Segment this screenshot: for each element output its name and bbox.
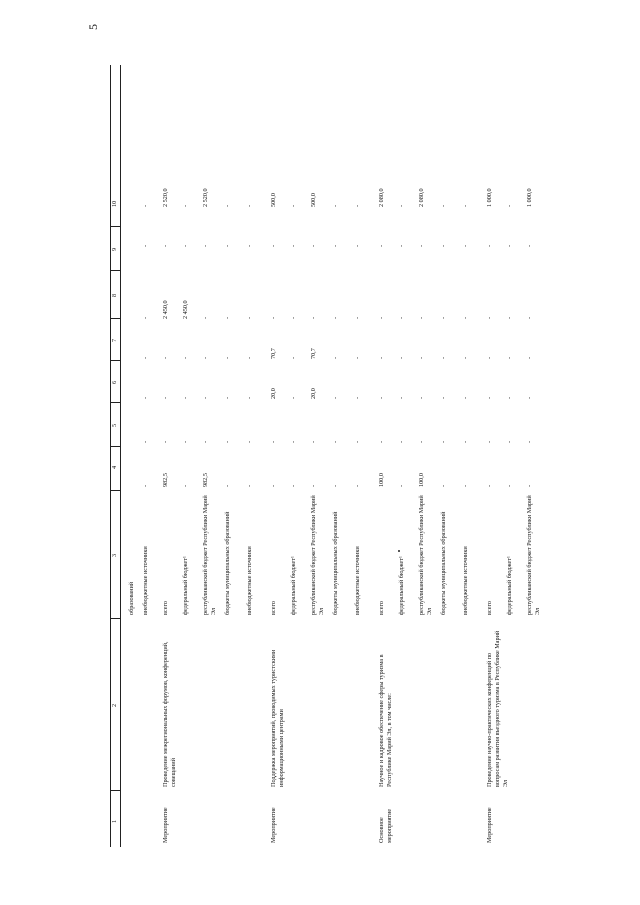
value-cell: - bbox=[142, 356, 149, 359]
value-cell: - bbox=[526, 244, 533, 247]
value-cell: 70,7 bbox=[310, 348, 317, 359]
value-cell: - bbox=[162, 356, 169, 359]
value-cell: 2 520,0 bbox=[162, 188, 169, 207]
value-cell: - bbox=[290, 244, 297, 247]
value-cell: - bbox=[440, 244, 447, 247]
value-cell: - bbox=[506, 356, 513, 359]
row-type-label: Мероприятие bbox=[162, 807, 169, 843]
source-label: бюджеты муниципальных образований bbox=[224, 511, 231, 615]
value-cell: - bbox=[142, 316, 149, 319]
row-type-label: Мероприятие bbox=[486, 807, 493, 843]
value-cell: - bbox=[290, 356, 297, 359]
value-cell: - bbox=[486, 316, 493, 319]
value-cell: - bbox=[462, 316, 469, 319]
value-cell: - bbox=[290, 316, 297, 319]
value-cell: - bbox=[354, 484, 361, 487]
source-label: республиканский бюджет Республики Марий Эл bbox=[310, 495, 325, 615]
value-cell: - bbox=[246, 356, 253, 359]
value-cell: - bbox=[182, 244, 189, 247]
value-cell: - bbox=[142, 204, 149, 207]
value-cell: - bbox=[440, 316, 447, 319]
source-label: внебюджетные источники bbox=[246, 546, 253, 615]
value-cell: - bbox=[354, 204, 361, 207]
value-cell: - bbox=[310, 440, 317, 443]
value-cell: - bbox=[440, 356, 447, 359]
value-cell: - bbox=[182, 440, 189, 443]
value-cell: - bbox=[162, 244, 169, 247]
value-cell: - bbox=[398, 316, 405, 319]
value-cell: - bbox=[310, 244, 317, 247]
source-label: республиканский бюджет Республики Марий Эл bbox=[202, 495, 217, 615]
table-top-border bbox=[110, 65, 111, 847]
source-label: республиканский бюджет Республики Марий Эл bbox=[526, 495, 541, 615]
value-cell: - bbox=[526, 484, 533, 487]
value-cell: - bbox=[142, 244, 149, 247]
value-cell: - bbox=[246, 316, 253, 319]
row-type-label: Основное мероприятие bbox=[378, 808, 393, 843]
value-cell: 2 450,0 bbox=[182, 300, 189, 319]
value-cell: - bbox=[332, 356, 339, 359]
value-cell: 2 520,0 bbox=[202, 188, 209, 207]
value-cell: - bbox=[332, 244, 339, 247]
value-cell: - bbox=[270, 244, 277, 247]
funding-table bbox=[110, 65, 572, 847]
value-cell: - bbox=[270, 484, 277, 487]
value-cell: - bbox=[526, 316, 533, 319]
column-divider bbox=[110, 790, 120, 791]
column-divider bbox=[110, 360, 120, 361]
column-divider bbox=[110, 402, 120, 403]
value-cell: - bbox=[224, 356, 231, 359]
source-label: внебюджетные источники bbox=[142, 546, 149, 615]
value-cell: - bbox=[398, 356, 405, 359]
value-cell: - bbox=[462, 396, 469, 399]
source-label: республиканский бюджет Республики Марий Эл bbox=[418, 495, 433, 615]
value-cell: - bbox=[290, 396, 297, 399]
value-cell: - bbox=[354, 356, 361, 359]
value-cell: - bbox=[246, 396, 253, 399]
value-cell: - bbox=[462, 204, 469, 207]
value-cell: - bbox=[418, 316, 425, 319]
value-cell: - bbox=[202, 316, 209, 319]
value-cell: - bbox=[378, 244, 385, 247]
value-cell: - bbox=[224, 244, 231, 247]
value-cell: - bbox=[332, 204, 339, 207]
value-cell: - bbox=[246, 244, 253, 247]
value-cell: - bbox=[246, 484, 253, 487]
column-header: 10 bbox=[111, 200, 118, 207]
value-cell: 100,0 bbox=[418, 473, 425, 487]
value-cell: - bbox=[486, 484, 493, 487]
value-cell: - bbox=[526, 440, 533, 443]
value-cell: - bbox=[182, 396, 189, 399]
value-cell: - bbox=[332, 316, 339, 319]
column-header: 9 bbox=[111, 247, 118, 251]
value-cell: - bbox=[354, 316, 361, 319]
value-cell: - bbox=[332, 396, 339, 399]
value-cell: - bbox=[506, 484, 513, 487]
value-cell: - bbox=[398, 204, 405, 207]
value-cell: - bbox=[378, 356, 385, 359]
value-cell: - bbox=[310, 316, 317, 319]
value-cell: 982,5 bbox=[202, 473, 209, 487]
value-cell: - bbox=[526, 356, 533, 359]
value-cell: - bbox=[290, 440, 297, 443]
column-header: 1 bbox=[111, 819, 118, 823]
value-cell: - bbox=[486, 396, 493, 399]
value-cell: - bbox=[398, 244, 405, 247]
value-cell: 982,5 bbox=[162, 473, 169, 487]
value-cell: - bbox=[506, 440, 513, 443]
value-cell: 1 000,0 bbox=[526, 188, 533, 207]
value-cell: 2 080,0 bbox=[418, 188, 425, 207]
value-cell: - bbox=[290, 484, 297, 487]
value-cell: - bbox=[526, 396, 533, 399]
value-cell: - bbox=[332, 440, 339, 443]
header-bottom-border bbox=[120, 65, 121, 847]
column-header: 8 bbox=[111, 293, 118, 297]
value-cell: - bbox=[162, 440, 169, 443]
value-cell: - bbox=[142, 484, 149, 487]
value-cell: - bbox=[246, 440, 253, 443]
activity-title: Научное и кадровое обеспечение сферы туризма в Республике Марий Эл, в том числе: bbox=[378, 654, 393, 787]
value-cell: - bbox=[378, 440, 385, 443]
value-cell: 100,0 bbox=[378, 473, 385, 487]
value-cell: - bbox=[506, 244, 513, 247]
value-cell: - bbox=[202, 440, 209, 443]
column-header: 5 bbox=[111, 423, 118, 427]
column-divider bbox=[110, 446, 120, 447]
source-label: всего bbox=[162, 601, 169, 615]
source-label: бюджеты муниципальных образований bbox=[440, 511, 447, 615]
value-cell: - bbox=[224, 396, 231, 399]
value-cell: - bbox=[398, 396, 405, 399]
value-cell: - bbox=[378, 396, 385, 399]
value-cell: - bbox=[270, 440, 277, 443]
value-cell: - bbox=[354, 244, 361, 247]
column-divider bbox=[110, 490, 120, 491]
column-divider bbox=[110, 270, 120, 271]
page-number: 5 bbox=[86, 24, 100, 30]
activity-title: Проведение научно-практических конференций по вопросам развития въездного туризма в Республике Марий Эл bbox=[486, 630, 509, 787]
value-cell: - bbox=[440, 204, 447, 207]
value-cell: 20,0 bbox=[310, 388, 317, 399]
value-cell: - bbox=[354, 440, 361, 443]
value-cell: - bbox=[418, 356, 425, 359]
value-cell: - bbox=[462, 244, 469, 247]
value-cell: - bbox=[486, 244, 493, 247]
value-cell: - bbox=[378, 316, 385, 319]
value-cell: 1 000,0 bbox=[486, 188, 493, 207]
value-cell: - bbox=[224, 484, 231, 487]
row-type-label: Мероприятие bbox=[270, 807, 277, 843]
value-cell: - bbox=[270, 316, 277, 319]
source-label: всего bbox=[486, 601, 493, 615]
value-cell: - bbox=[142, 440, 149, 443]
column-header: 2 bbox=[111, 703, 118, 707]
column-divider bbox=[110, 618, 120, 619]
source-label: образований bbox=[128, 581, 135, 615]
source-label: федеральный бюджет¹ bbox=[398, 556, 405, 615]
source-label: внебюджетные источники bbox=[354, 546, 361, 615]
value-cell: - bbox=[354, 396, 361, 399]
value-cell: - bbox=[290, 204, 297, 207]
column-divider bbox=[110, 226, 120, 227]
value-cell: - bbox=[486, 356, 493, 359]
source-label: федеральный бюджет¹ bbox=[182, 556, 189, 615]
value-cell: - bbox=[506, 204, 513, 207]
activity-title: Поддержка мероприятий, проводимых туристскими информационными центрами bbox=[270, 649, 285, 787]
value-cell: - bbox=[462, 356, 469, 359]
activity-title: Проведение межрегиональных форумов, конференций, совещаний bbox=[162, 641, 177, 787]
value-cell: - bbox=[224, 440, 231, 443]
value-cell: - bbox=[462, 484, 469, 487]
source-label: всего bbox=[378, 601, 385, 615]
value-cell: - bbox=[440, 440, 447, 443]
value-cell: 2 080,0 bbox=[378, 188, 385, 207]
column-header: 4 bbox=[111, 465, 118, 469]
value-cell: - bbox=[332, 484, 339, 487]
value-cell: - bbox=[182, 356, 189, 359]
value-cell: - bbox=[310, 484, 317, 487]
value-cell: - bbox=[440, 484, 447, 487]
value-cell: 70,7 bbox=[270, 348, 277, 359]
value-cell: - bbox=[224, 204, 231, 207]
value-cell: - bbox=[202, 396, 209, 399]
value-cell: - bbox=[246, 204, 253, 207]
source-label: внебюджетные источники bbox=[462, 546, 469, 615]
value-cell: - bbox=[486, 440, 493, 443]
value-cell: 500,0 bbox=[310, 193, 317, 207]
source-label: всего bbox=[270, 601, 277, 615]
column-header: 7 bbox=[111, 338, 118, 342]
value-cell: - bbox=[182, 204, 189, 207]
value-cell: 500,0 bbox=[270, 193, 277, 207]
value-cell: - bbox=[418, 396, 425, 399]
value-cell: - bbox=[398, 484, 405, 487]
source-label: бюджеты муниципальных образований bbox=[332, 511, 339, 615]
value-cell: - bbox=[224, 316, 231, 319]
value-cell: 20,0 bbox=[270, 388, 277, 399]
value-cell: - bbox=[398, 440, 405, 443]
value-cell: - bbox=[202, 244, 209, 247]
value-cell: - bbox=[142, 396, 149, 399]
source-label: федеральный бюджет¹ bbox=[290, 556, 297, 615]
value-cell: - bbox=[182, 484, 189, 487]
value-cell: - bbox=[418, 440, 425, 443]
column-divider bbox=[110, 318, 120, 319]
value-cell: - bbox=[506, 316, 513, 319]
value-cell: - bbox=[440, 396, 447, 399]
column-header: 6 bbox=[111, 380, 118, 384]
column-header: 3 bbox=[111, 553, 118, 557]
value-cell: - bbox=[506, 396, 513, 399]
source-label: федеральный бюджет¹ bbox=[506, 556, 513, 615]
value-cell: - bbox=[462, 440, 469, 443]
value-cell: - bbox=[202, 356, 209, 359]
value-cell: 2 450,0 bbox=[162, 300, 169, 319]
value-cell: - bbox=[418, 244, 425, 247]
value-cell: - bbox=[162, 396, 169, 399]
